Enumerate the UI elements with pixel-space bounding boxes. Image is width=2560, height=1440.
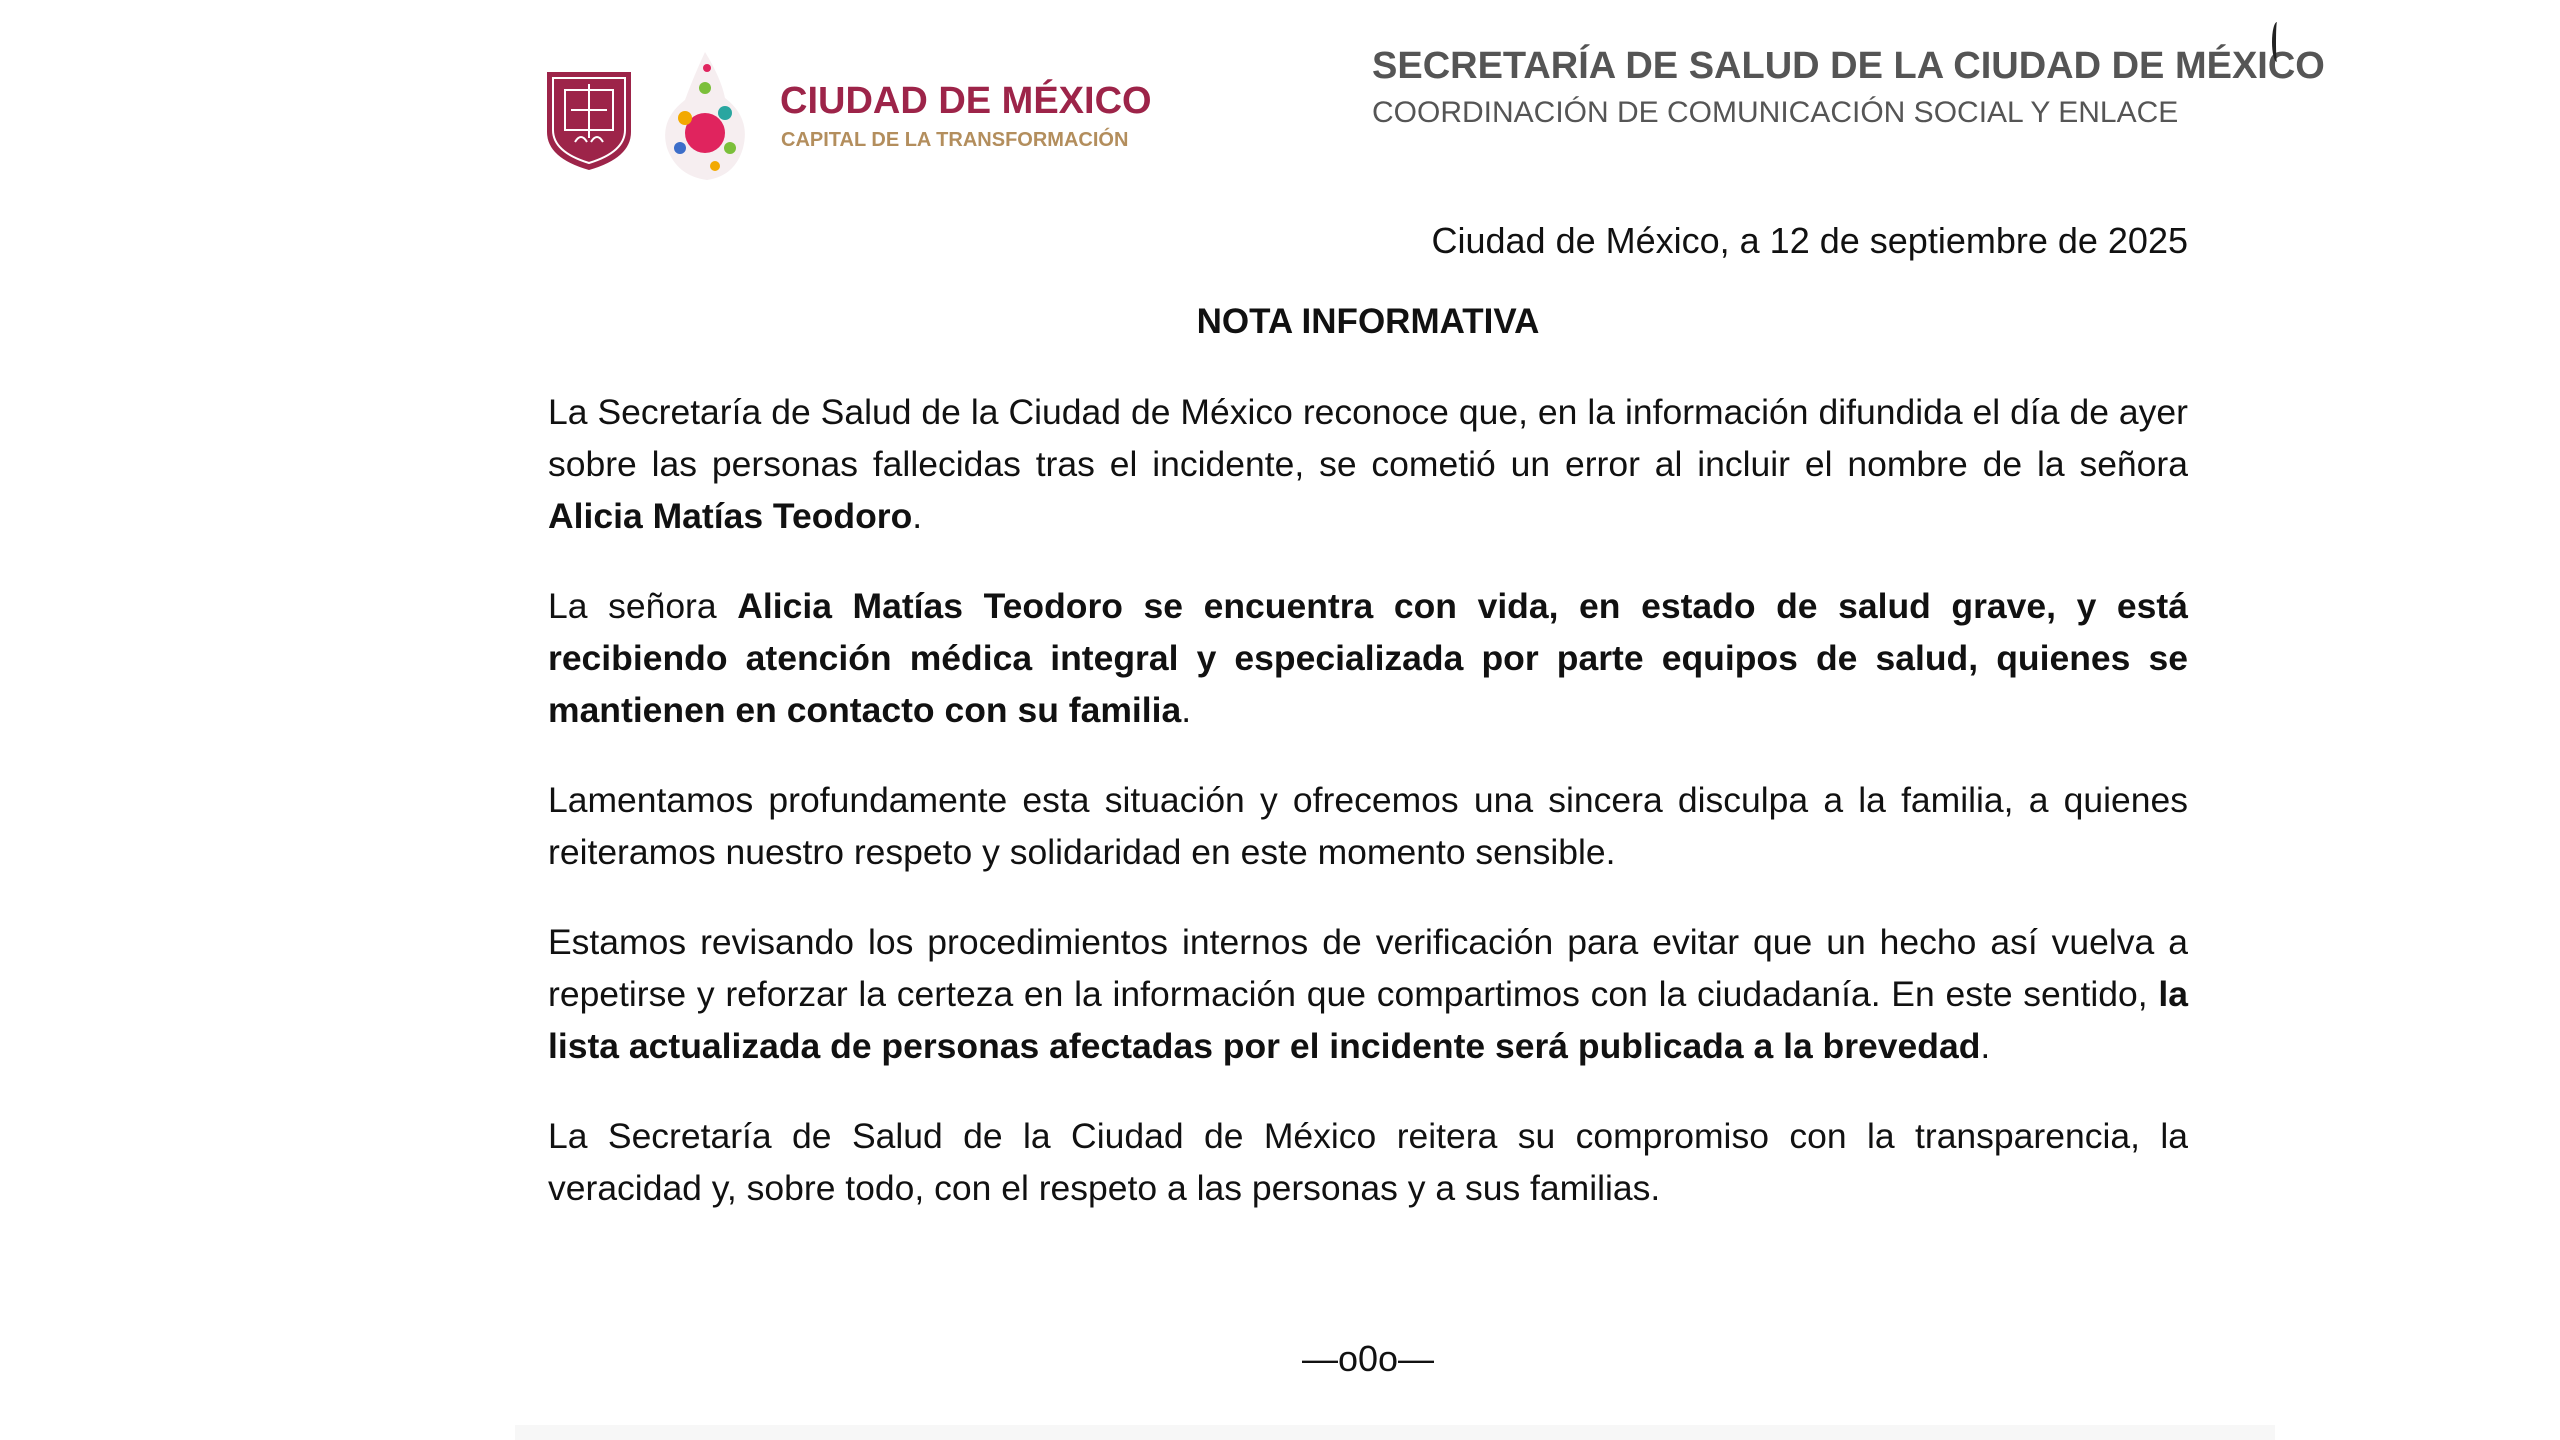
logo-name: CIUDAD DE MÉXICO [780, 80, 1152, 122]
subdepartment-name: COORDINACIÓN DE COMUNICACIÓN SOCIAL Y ENLACE [1372, 96, 2179, 129]
department-name: SECRETARÍA DE SALUD DE LA CIUDAD DE MÉXICO [1372, 45, 2325, 87]
coat-of-arms-logo [545, 70, 633, 172]
document-body [548, 386, 2188, 1252]
text: La señora [548, 586, 738, 626]
paragraph [548, 774, 2188, 878]
text: . [1181, 690, 1192, 730]
logo-tagline: CAPITAL DE LA TRANSFORMACIÓN [781, 129, 1129, 151]
paragraph [548, 1110, 2188, 1214]
text: . [912, 496, 923, 536]
closing-mark: —o0o— [1301, 1338, 1435, 1379]
date-line: Ciudad de México, a 12 de septiembre de 2025 [1431, 220, 2188, 261]
bold-text: Alicia Matías Teodoro [548, 496, 913, 536]
text: Estamos revisando los procedimientos internos de verificación para evitar que un hecho así vuelva a repetirse y reforzar la certeza en la información que compartimos con la ciudadanía. En este sentido, [548, 922, 2188, 1014]
paragraph [548, 580, 2188, 736]
edge-mark [2272, 22, 2282, 62]
city-floral-logo [655, 48, 755, 183]
paragraph [548, 386, 2188, 542]
bold-text: la lista actualizada de personas afectadas por el incidente será publicada a la brevedad [548, 974, 2188, 1066]
page-bottom-edge [515, 1425, 2275, 1440]
paragraph [548, 916, 2188, 1072]
text: La Secretaría de Salud de la Ciudad de México reitera su compromiso con la transparencia, la veracidad y, sobre todo, con el respeto a las personas y a sus familias. [548, 1116, 2188, 1208]
bold-text: Alicia Matías Teodoro se encuentra con vida, en estado de salud grave, y está recibiendo atención médica integral y especializada por parte equipos de salud, quienes se mantienen en contacto con su familia [548, 586, 2188, 730]
document-title: NOTA INFORMATIVA [1196, 302, 1540, 341]
text: La Secretaría de Salud de la Ciudad de México reconoce que, en la información difundida el día de ayer sobre las personas fallecidas tras el incidente, se cometió un error al incluir el nombre de la señora [548, 392, 2188, 484]
text: Lamentamos profundamente esta situación y ofrecemos una sincera disculpa a la familia, a quienes reiteramos nuestro respeto y solidaridad en este momento sensible. [548, 780, 2188, 872]
text: . [1980, 1026, 1991, 1066]
